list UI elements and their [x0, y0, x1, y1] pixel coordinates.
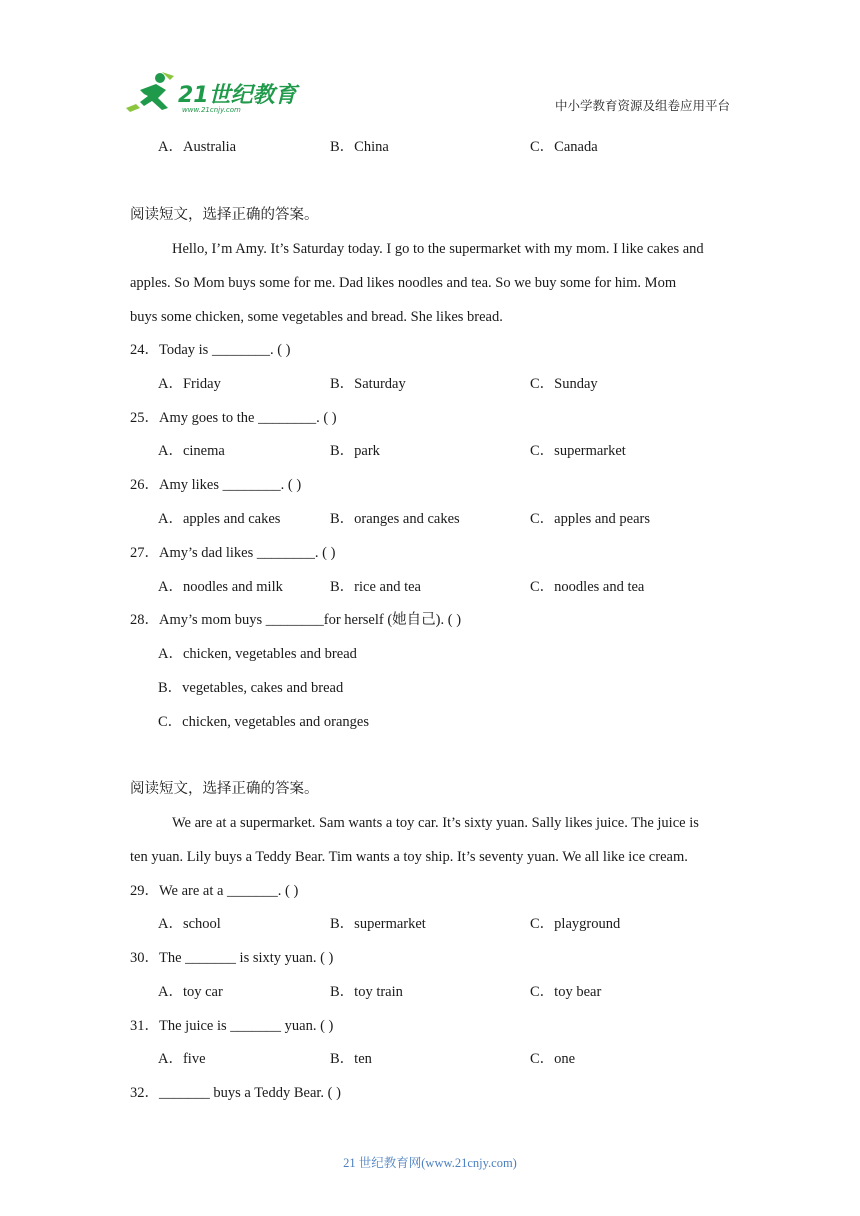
q31-option-c[interactable]: C．one [530, 1051, 576, 1067]
q32-stem: 32．_______ buys a Teddy Bear. ( ) [130, 1085, 341, 1101]
section1-instruction: 阅读短文，选择正确的答案。 [130, 207, 319, 223]
q29-stem: 29．We are at a _______. ( ) [130, 883, 299, 899]
q29-option-b[interactable]: B．supermarket [330, 916, 426, 932]
footer-text: 21 世纪教育网(www.21cnjy.com) [343, 1156, 517, 1170]
q30-stem: 30．The _______ is sixty yuan. ( ) [130, 950, 334, 966]
q25-option-c[interactable]: C．supermarket [530, 443, 626, 459]
q23-option-b[interactable]: B．China [330, 139, 389, 155]
q27-option-b[interactable]: B．rice and tea [330, 579, 421, 595]
q29-option-a[interactable]: A．school [158, 916, 221, 932]
q31-option-b[interactable]: B．ten [330, 1051, 372, 1067]
q25-option-a[interactable]: A．cinema [158, 443, 225, 459]
svg-text:21世纪教育: 21世纪教育 [178, 83, 297, 108]
q25-stem: 25．Amy goes to the ________. ( ) [130, 410, 337, 426]
runner-logo-icon [122, 68, 302, 116]
q28-stem: 28．Amy’s mom buys ________for herself (她自己). ( ) [130, 612, 462, 628]
q26-stem: 26．Amy likes ________. ( ) [130, 477, 302, 493]
section1-passage-line-1: Hello, I’m Amy. It’s Saturday today. I go to the supermarket with my mom. I like cakes and [172, 241, 704, 257]
q24-option-b[interactable]: B．Saturday [330, 376, 406, 392]
site-logo [122, 68, 302, 116]
q26-option-a[interactable]: A．apples and cakes [158, 511, 281, 527]
q24-stem: 24．Today is ________. ( ) [130, 342, 291, 358]
q31-stem: 31．The juice is _______ yuan. ( ) [130, 1018, 334, 1034]
q30-option-b[interactable]: B．toy train [330, 984, 403, 1000]
q28-option-b[interactable]: B．vegetables, cakes and bread [158, 680, 344, 696]
q28-option-a[interactable]: A．chicken, vegetables and bread [158, 646, 357, 662]
platform-title: 中小学教育资源及组卷应用平台 [554, 98, 730, 113]
q24-option-c[interactable]: C．Sunday [530, 376, 598, 392]
q23-option-c[interactable]: C．Canada [530, 139, 598, 155]
q29-option-c[interactable]: C．playground [530, 916, 621, 932]
section1-passage-line-3: buys some chicken, some vegetables and bread. She likes bread. [130, 309, 503, 325]
q27-option-c[interactable]: C．noodles and tea [530, 579, 645, 595]
q27-option-a[interactable]: A．noodles and milk [158, 579, 283, 595]
svg-text:www.21cnjy.com: www.21cnjy.com [182, 106, 241, 114]
q25-option-b[interactable]: B．park [330, 443, 380, 459]
q26-option-b[interactable]: B．oranges and cakes [330, 511, 460, 527]
q31-option-a[interactable]: A．five [158, 1051, 206, 1067]
q27-stem: 27．Amy’s dad likes ________. ( ) [130, 545, 336, 561]
q26-option-c[interactable]: C．apples and pears [530, 511, 650, 527]
q24-option-a[interactable]: A．Friday [158, 376, 221, 392]
section2-passage-line-1: We are at a supermarket. Sam wants a toy car. It’s sixty yuan. Sally likes juice. The juice is [172, 815, 699, 831]
section2-passage-line-2: ten yuan. Lily buys a Teddy Bear. Tim wants a toy ship. It’s seventy yuan. We all like ice cream. [130, 849, 688, 865]
section2-instruction: 阅读短文，选择正确的答案。 [130, 781, 319, 797]
q30-option-a[interactable]: A．toy car [158, 984, 223, 1000]
q23-option-a[interactable]: A．Australia [158, 139, 237, 155]
q30-option-c[interactable]: C．toy bear [530, 984, 602, 1000]
q28-option-c[interactable]: C．chicken, vegetables and oranges [158, 714, 369, 730]
section1-passage-line-2: apples. So Mom buys some for me. Dad likes noodles and tea. So we buy some for him. Mom [130, 275, 677, 291]
